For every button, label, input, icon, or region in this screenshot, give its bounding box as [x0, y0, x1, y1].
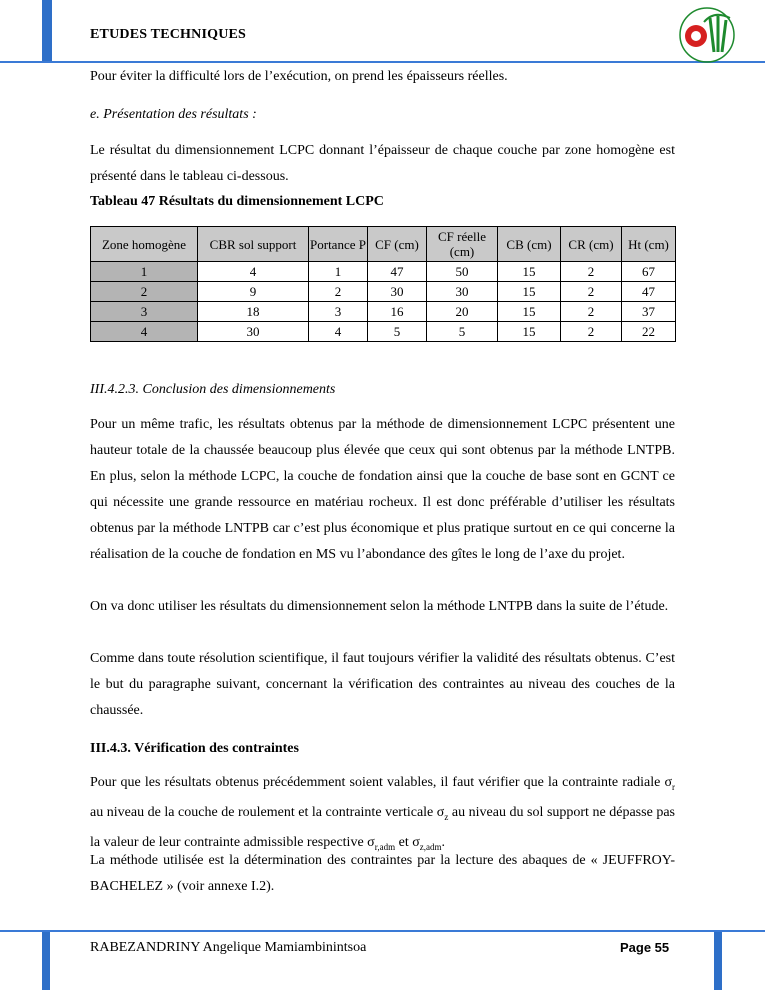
validation-paragraph: Comme dans toute résolution scientifique, il faut toujours vérifier la validité des résultats obtenus. C’est le but du paragraphe suivant, concernant la vérification des contraintes au niveau des couches de la chaussée.	[90, 651, 675, 718]
lcpc-results-table	[90, 226, 676, 342]
text-run: au niveau de la couche de roulement et la contrainte verticale σ	[90, 804, 445, 820]
table-row	[91, 322, 676, 342]
conclusion-heading: III.4.2.3. Conclusion des dimensionnements	[90, 382, 336, 397]
col-header: CB (cm)	[498, 227, 561, 262]
table-cell: 47	[368, 262, 427, 282]
table-cell: 30	[427, 282, 498, 302]
footer-rule	[0, 930, 765, 932]
table-cell: 50	[427, 262, 498, 282]
table-cell: 47	[622, 282, 676, 302]
footer-right-bar	[714, 930, 722, 990]
table-cell: 67	[622, 262, 676, 282]
verification-heading: III.4.3. Vérification des contraintes	[90, 741, 299, 756]
table-cell: 9	[198, 282, 309, 302]
table-cell: 18	[198, 302, 309, 322]
table-row	[91, 282, 676, 302]
col-header: Portance P	[309, 227, 368, 262]
table-cell: 15	[498, 322, 561, 342]
table-cell: 15	[498, 302, 561, 322]
header-title: ETUDES TECHNIQUES	[90, 27, 247, 42]
table-row	[91, 262, 676, 282]
table-cell: 5	[427, 322, 498, 342]
table-caption: Tableau 47 Résultats du dimensionnement LCPC	[90, 194, 384, 209]
table-cell: 2	[561, 282, 622, 302]
footer-left-bar	[42, 930, 50, 990]
col-header: Zone homogène	[91, 227, 198, 262]
col-header: Ht (cm)	[622, 227, 676, 262]
table-cell: 3	[309, 302, 368, 322]
table-row	[91, 302, 676, 322]
text-run: et σ	[395, 834, 420, 850]
table-cell: 30	[368, 282, 427, 302]
table-cell: 15	[498, 282, 561, 302]
table-cell: 4	[198, 262, 309, 282]
text-run: Pour que les résultats obtenus précédemment soient valables, il faut vérifier que la contrainte radiale σ	[90, 775, 672, 790]
table-cell: 37	[622, 302, 676, 322]
table-cell: 4	[91, 322, 198, 342]
table-header-row	[91, 227, 676, 262]
table-cell: 2	[91, 282, 198, 302]
lntpb-paragraph: On va donc utiliser les résultats du dimensionnement selon la méthode LNTPB dans la suite de l’étude.	[90, 599, 669, 614]
table-cell: 30	[198, 322, 309, 342]
table-cell: 20	[427, 302, 498, 322]
footer-author: RABEZANDRINY Angelique Mamiambinintsoa	[90, 940, 367, 955]
subscript: r,adm	[374, 841, 396, 852]
subscript: r	[672, 781, 675, 792]
subscript: z,adm	[419, 841, 442, 852]
col-header: CBR sol support	[198, 227, 309, 262]
text-run: au niveau du sol support ne dépasse pas la valeur de leur contrainte admissible respective σ	[90, 804, 675, 850]
conclusion-paragraph: Pour un même trafic, les résultats obtenus par la méthode de dimensionnement LCPC présentent une hauteur totale de la chaussée beaucoup plus élevée que ceux qui sont obtenus par la méthode LNTPB. En plus, selon la méthode LCPC, la couche de fondation ainsi que la couche de base sont en GCNT ce qui nécessite une grande ressource en matériau rocheux. Il est donc préférable d’utiliser les résultats obtenus par la méthode LNTPB car c’est plus économique et plus pratique surtout en ce qui concerne la réalisation de la couche de fondation en MS vu l’abondance des gîtes le long de l’axe du projet.	[90, 417, 675, 562]
table-cell: 22	[622, 322, 676, 342]
subscript: z	[444, 811, 449, 822]
results-intro: Le résultat du dimensionnement LCPC donnant l’épaisseur de chaque couche par zone homogène est présenté dans le tableau ci-dessous.	[90, 143, 675, 184]
table-cell: 1	[309, 262, 368, 282]
page-number: Page 55	[620, 940, 670, 955]
table-cell: 5	[368, 322, 427, 342]
table-cell: 4	[309, 322, 368, 342]
method-paragraph: La méthode utilisée est la détermination des contraintes par la lecture des abaques de « JEUFFROY-BACHELEZ » (voir annexe I.2).	[90, 853, 675, 894]
table-cell: 15	[498, 262, 561, 282]
table-cell: 2	[561, 302, 622, 322]
section-e-heading: e. Présentation des résultats :	[90, 107, 257, 122]
table-cell: 2	[309, 282, 368, 302]
table-cell: 2	[561, 322, 622, 342]
constraints-paragraph	[90, 770, 675, 859]
table-cell: 1	[91, 262, 198, 282]
col-header: CF réelle (cm)	[427, 227, 498, 262]
col-header: CR (cm)	[561, 227, 622, 262]
intro-line: Pour éviter la difficulté lors de l’exécution, on prend les épaisseurs réelles.	[90, 69, 508, 84]
text-run: .	[441, 834, 446, 850]
table-cell: 16	[368, 302, 427, 322]
table-cell: 2	[561, 262, 622, 282]
table-cell: 3	[91, 302, 198, 322]
school-logo-icon	[674, 6, 740, 64]
header-rule	[0, 61, 765, 63]
col-header: CF (cm)	[368, 227, 427, 262]
header-left-bar	[42, 0, 52, 62]
